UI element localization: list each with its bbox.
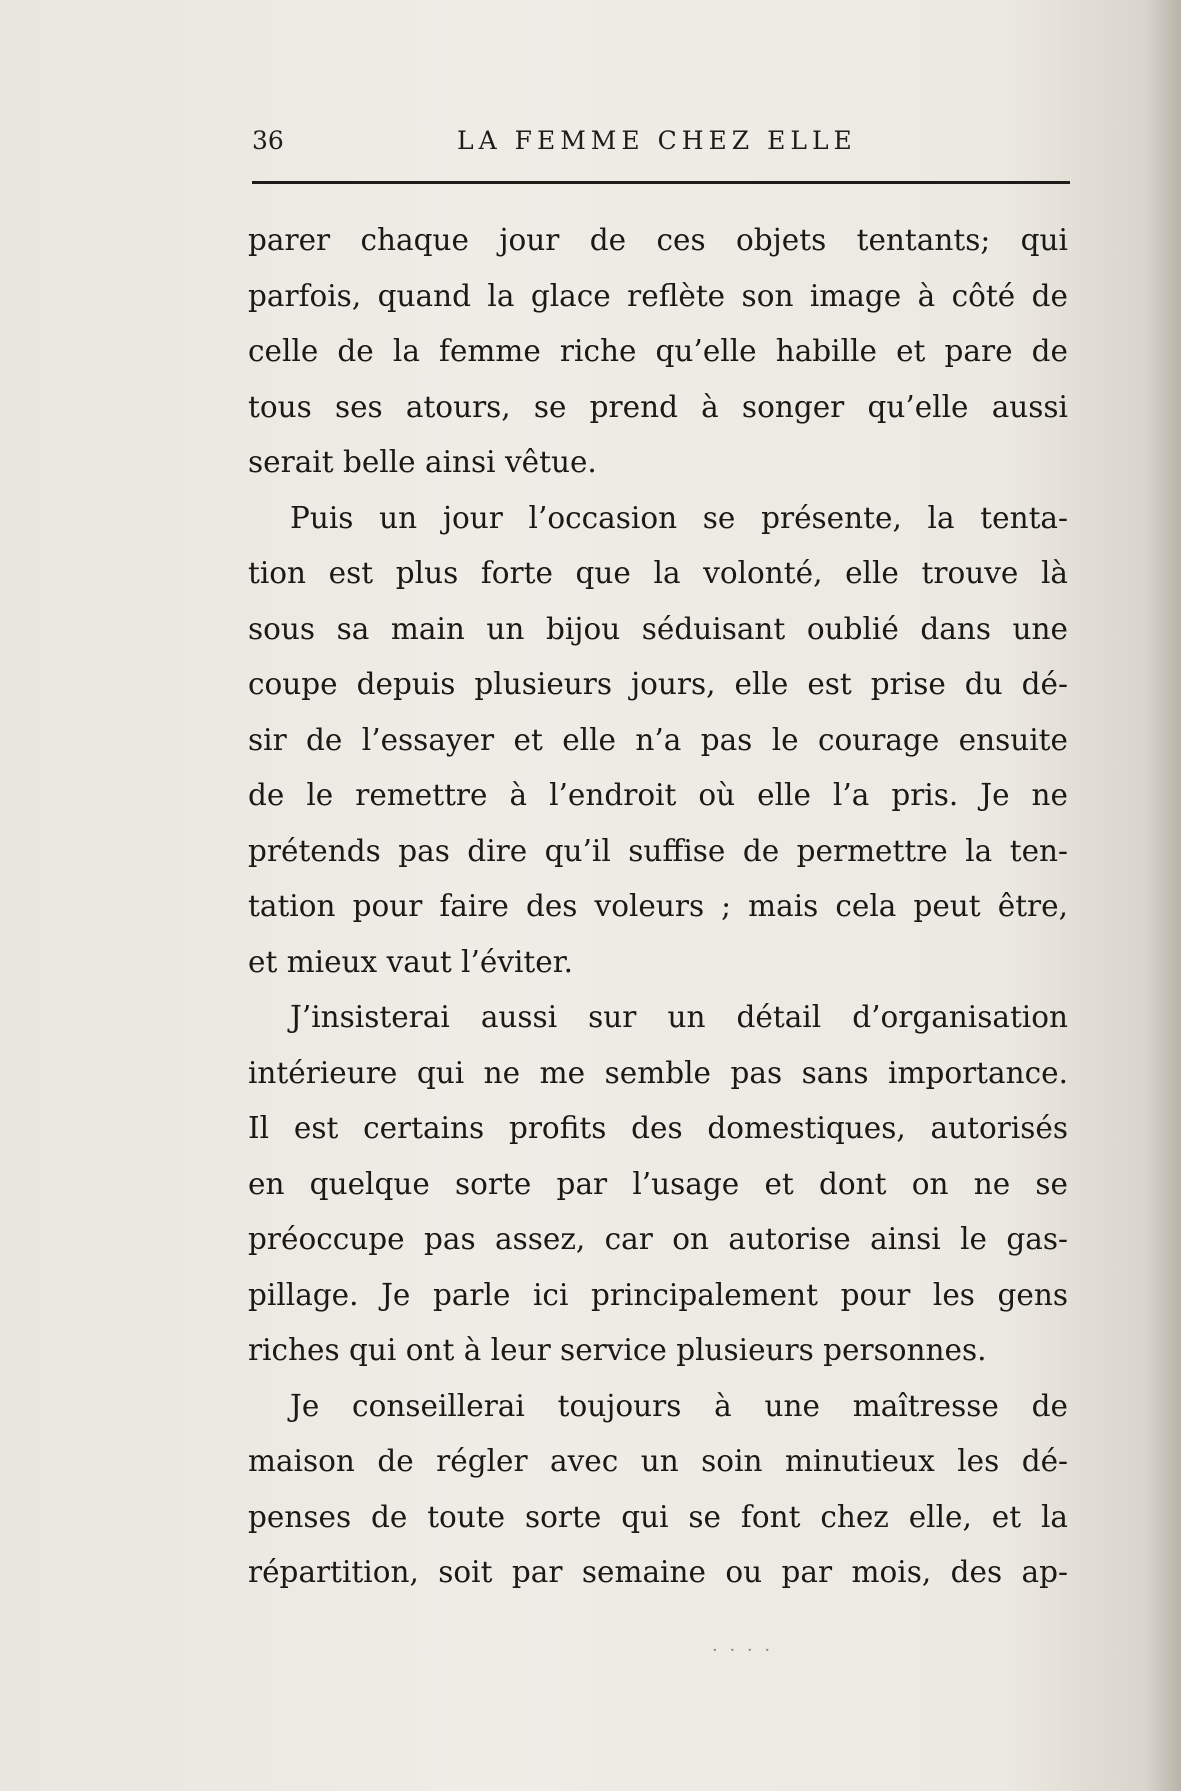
text-line: intérieure qui ne me semble pas sans importance. (248, 1055, 1068, 1090)
text-line: celle de la femme riche qu’elle habille et pare de (248, 334, 1068, 368)
page-number: 36 (252, 126, 284, 155)
text-line: préoccupe pas assez, car on autorise ainsi le gas- (248, 1222, 1068, 1256)
text-line: coupe depuis plusieurs jours, elle est prise du dé- (248, 667, 1068, 701)
text-line: J’insisterai aussi sur un détail d’organisation (290, 1000, 1068, 1034)
text-line: serait belle ainsi vêtue. (248, 445, 597, 479)
text-line: Il est certains profits des domestiques, autorisés (248, 1111, 1068, 1145)
text-line: de le remettre à l’endroit où elle l’a pris. Je ne (248, 778, 1068, 812)
body-text (248, 213, 1068, 1601)
text-line: Je conseillerai toujours à une maîtresse de (290, 1388, 1068, 1423)
text-line: tion est plus forte que la volonté, elle trouve là (248, 556, 1068, 590)
text-line: parfois, quand la glace reflète son image à côté de (248, 278, 1068, 313)
header-rule (252, 181, 1070, 184)
text-line: sir de l’essayer et elle n’a pas le courage ensuite (248, 722, 1068, 757)
text-line: sous sa main un bijou séduisant oublié dans une (248, 611, 1068, 646)
text-line: maison de régler avec un soin minutieux les dé- (248, 1444, 1068, 1478)
text-line: parer chaque jour de ces objets tentants; qui (248, 223, 1068, 257)
text-line: en quelque sorte par l’usage et dont on ne se (248, 1166, 1068, 1201)
bottom-dots: · · · · (712, 1640, 774, 1661)
text-line: prétends pas dire qu’il suffise de permettre la ten- (248, 833, 1068, 868)
text-line: tous ses atours, se prend à songer qu’elle aussi (248, 389, 1068, 424)
text-line: et mieux vaut l’éviter. (248, 944, 573, 979)
running-title: LA FEMME CHEZ ELLE (457, 126, 857, 155)
text-line: pillage. Je parle ici principalement pour les gens (248, 1277, 1068, 1312)
text-line: Puis un jour l’occasion se présente, la tenta- (290, 500, 1068, 535)
text-line: penses de toute sorte qui se font chez elle, et la (248, 1499, 1068, 1534)
page-header (252, 122, 1070, 162)
text-line: répartition, soit par semaine ou par mois, des ap- (248, 1555, 1068, 1589)
text-line: riches qui ont à leur service plusieurs personnes. (248, 1333, 987, 1367)
text-line: tation pour faire des voleurs ; mais cela peut être, (248, 889, 1068, 923)
